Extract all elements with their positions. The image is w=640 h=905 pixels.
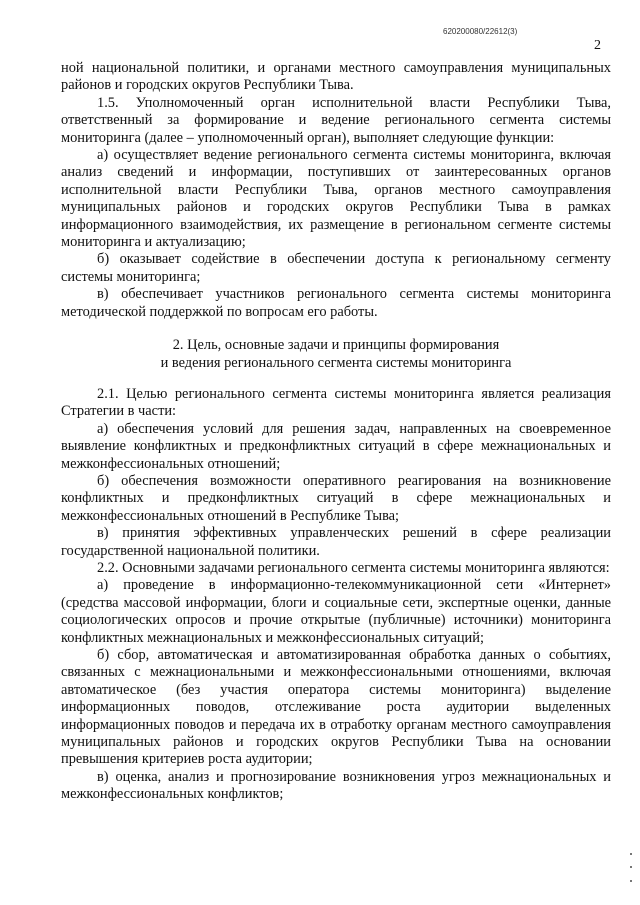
paragraph: б) обеспечения возможности оперативного реагирования на возникновение конфликтных и предконфликтных ситуаций в сфере межнациональных и межконфессиональных отношений в Республике Тыва; xyxy=(61,472,611,524)
section-heading-line: и ведения регионального сегмента системы мониторинга xyxy=(160,354,512,371)
paragraph: 2.2. Основными задачами регионального сегмента системы мониторинга являются: xyxy=(97,559,610,576)
document-code: 620200080/22612(3) xyxy=(443,27,518,36)
scan-speck xyxy=(630,853,632,855)
paragraph: 2.1. Целью регионального сегмента системы мониторинга является реализация Стратегии в части: xyxy=(61,385,611,420)
section-heading-line: 2. Цель, основные задачи и принципы формирования xyxy=(172,337,500,354)
paragraph: б) сбор, автоматическая и автоматизированная обработка данных о событиях, связанных с межнациональными и межконфессиональными отношениями, включая автоматическое (без участия оператора системы мониторинга) выделение информационных поводов, отслеживание роста аудитории выделенных информационных поводов и передача их в отработку органам местного самоуправления муниципальных районов и городских округов Республики Тыва на основании превышения критериев роста аудитории; xyxy=(61,647,611,768)
section-heading xyxy=(61,337,611,372)
paragraph: ной национальной политики, и органами местного самоуправления муниципальных районов и городских округов Республики Тыва. xyxy=(61,60,611,94)
scan-speck xyxy=(630,866,632,868)
paragraph: а) осуществляет ведение регионального сегмента системы мониторинга, включая анализ сведений и информации, поступивших от заинтересованных органов исполнительной власти Республики Тыва, органов местного самоуправления муниципальных районов и городских округов Республики Тыва в рамках информационного взаимодействия, их размещение в региональном сегменте системы мониторинга и актуализацию; xyxy=(61,147,611,251)
paragraph: б) оказывает содействие в обеспечении доступа к региональному сегменту системы мониторинга; xyxy=(61,251,611,285)
paragraph: а) обеспечения условий для решения задач, направленных на своевременное выявление конфликтных и предконфликтных ситуаций в сфере межнациональных и межконфессиональных отношений; xyxy=(61,420,611,472)
paragraph: в) обеспечивает участников регионального сегмента системы мониторинга методической поддержкой по вопросам его работы. xyxy=(61,286,611,320)
document-body xyxy=(61,60,611,804)
paragraph: в) принятия эффективных управленческих решений в сфере реализации государственной национальной политики. xyxy=(61,525,611,559)
paragraph: в) оценка, анализ и прогнозирование возникновения угроз межнациональных и межконфессиональных конфликтов; xyxy=(61,768,611,803)
paragraph: а) проведение в информационно-телекоммуникационной сети «Интернет» (средства массовой информации, блоги и социальные сети, экспертные оценки, данные социологических опросов и прочие открытые (публичные) источники) мониторинга конфликтных межнациональных и межконфессиональных ситуаций; xyxy=(61,577,611,646)
page-number: 2 xyxy=(594,38,601,53)
scan-speck xyxy=(630,880,632,882)
paragraph: 1.5. Уполномоченный орган исполнительной власти Республики Тыва, ответственный за формирование и ведение регионального сегмента системы мониторинга (далее – уполномоченный орган), выполняет следующие функции: xyxy=(61,94,611,146)
